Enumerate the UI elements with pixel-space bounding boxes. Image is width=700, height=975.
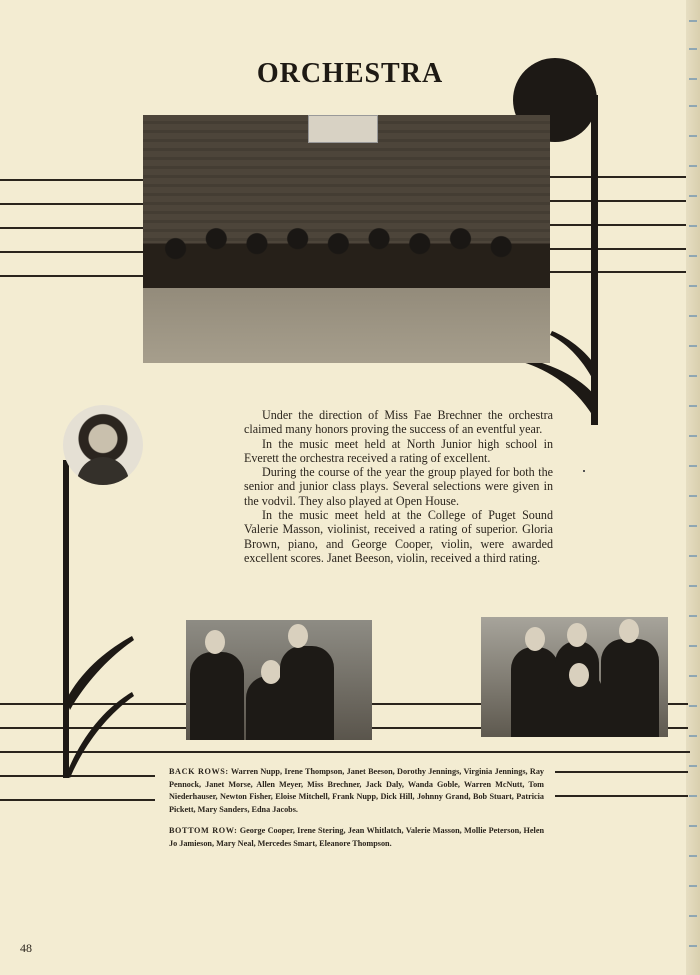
staff-line xyxy=(0,203,143,205)
paragraph: In the music meet held at North Junior high school in Everett the orchestra received a rating of excellent. xyxy=(244,436,553,465)
staff-line xyxy=(0,275,143,277)
staff-line xyxy=(555,771,688,773)
caption-label: BOTTOM ROW: xyxy=(169,826,238,835)
director-portrait xyxy=(63,405,143,485)
bottom-row-caption xyxy=(169,825,544,850)
string-quartet-photo xyxy=(481,617,668,737)
speck xyxy=(583,470,585,472)
back-rows-caption xyxy=(169,766,544,816)
orchestra-group-photo xyxy=(143,115,550,363)
note-flag-icon xyxy=(62,630,142,780)
staff-line xyxy=(550,271,686,273)
caption-label: BACK ROWS: xyxy=(169,767,229,776)
staff-line xyxy=(372,703,481,705)
basketball-hoop-icon xyxy=(308,115,378,143)
page-title: ORCHESTRA xyxy=(256,58,444,89)
staff-line xyxy=(550,200,686,202)
caption-names: George Cooper, Irene Stering, Jean Whitlatch, Valerie Masson, Mollie Peterson, Helen Jo Jamieson, Mary Neal, Mercedes Smart, Eleanore Thompson. xyxy=(169,826,545,848)
staff-line xyxy=(555,795,688,797)
page-number: 48 xyxy=(20,941,32,955)
string-trio-photo xyxy=(186,620,372,740)
staff-line xyxy=(668,703,688,705)
paragraph: In the music meet held at the College of Puget Sound Valerie Masson, violinist, received a rating of superior. Gloria Brown, piano, and George Cooper, violin, were awarded excellent scores. Janet Beeson, violin, received a third rating. xyxy=(244,508,553,565)
staff-line xyxy=(372,727,481,729)
staff-line xyxy=(0,179,143,181)
staff-line xyxy=(668,727,688,729)
article-body xyxy=(244,408,553,565)
staff-line xyxy=(550,224,686,226)
staff-line xyxy=(550,176,686,178)
staff-line xyxy=(0,227,143,229)
staff-line xyxy=(0,251,143,253)
paragraph: Under the direction of Miss Fae Brechner the orchestra claimed many honors proving the success of an eventful year. xyxy=(244,408,553,437)
caption-names: Warren Nupp, Irene Thompson, Janet Beeson, Dorothy Jennings, Virginia Jennings, Ray Pennock, Janet Morse, Allen Meyer, Miss Brechner, Jack Daly, Wanda Goble, Warren McNutt, Tom Niederhauser, Newton Fisher, Eloise Mitchell, Frank Nupp, Dick Hill, Johnny Grand, Bob Stuart, Patricia Pickett, Mary Sanders, Edna Jacobs. xyxy=(169,767,545,814)
binding-edge xyxy=(686,0,700,975)
staff-line xyxy=(550,248,686,250)
staff-line xyxy=(0,799,155,801)
paragraph: During the course of the year the group played for both the senior and junior class plays. Several selections were given in the vodvil. They also played at Open House. xyxy=(244,465,553,508)
